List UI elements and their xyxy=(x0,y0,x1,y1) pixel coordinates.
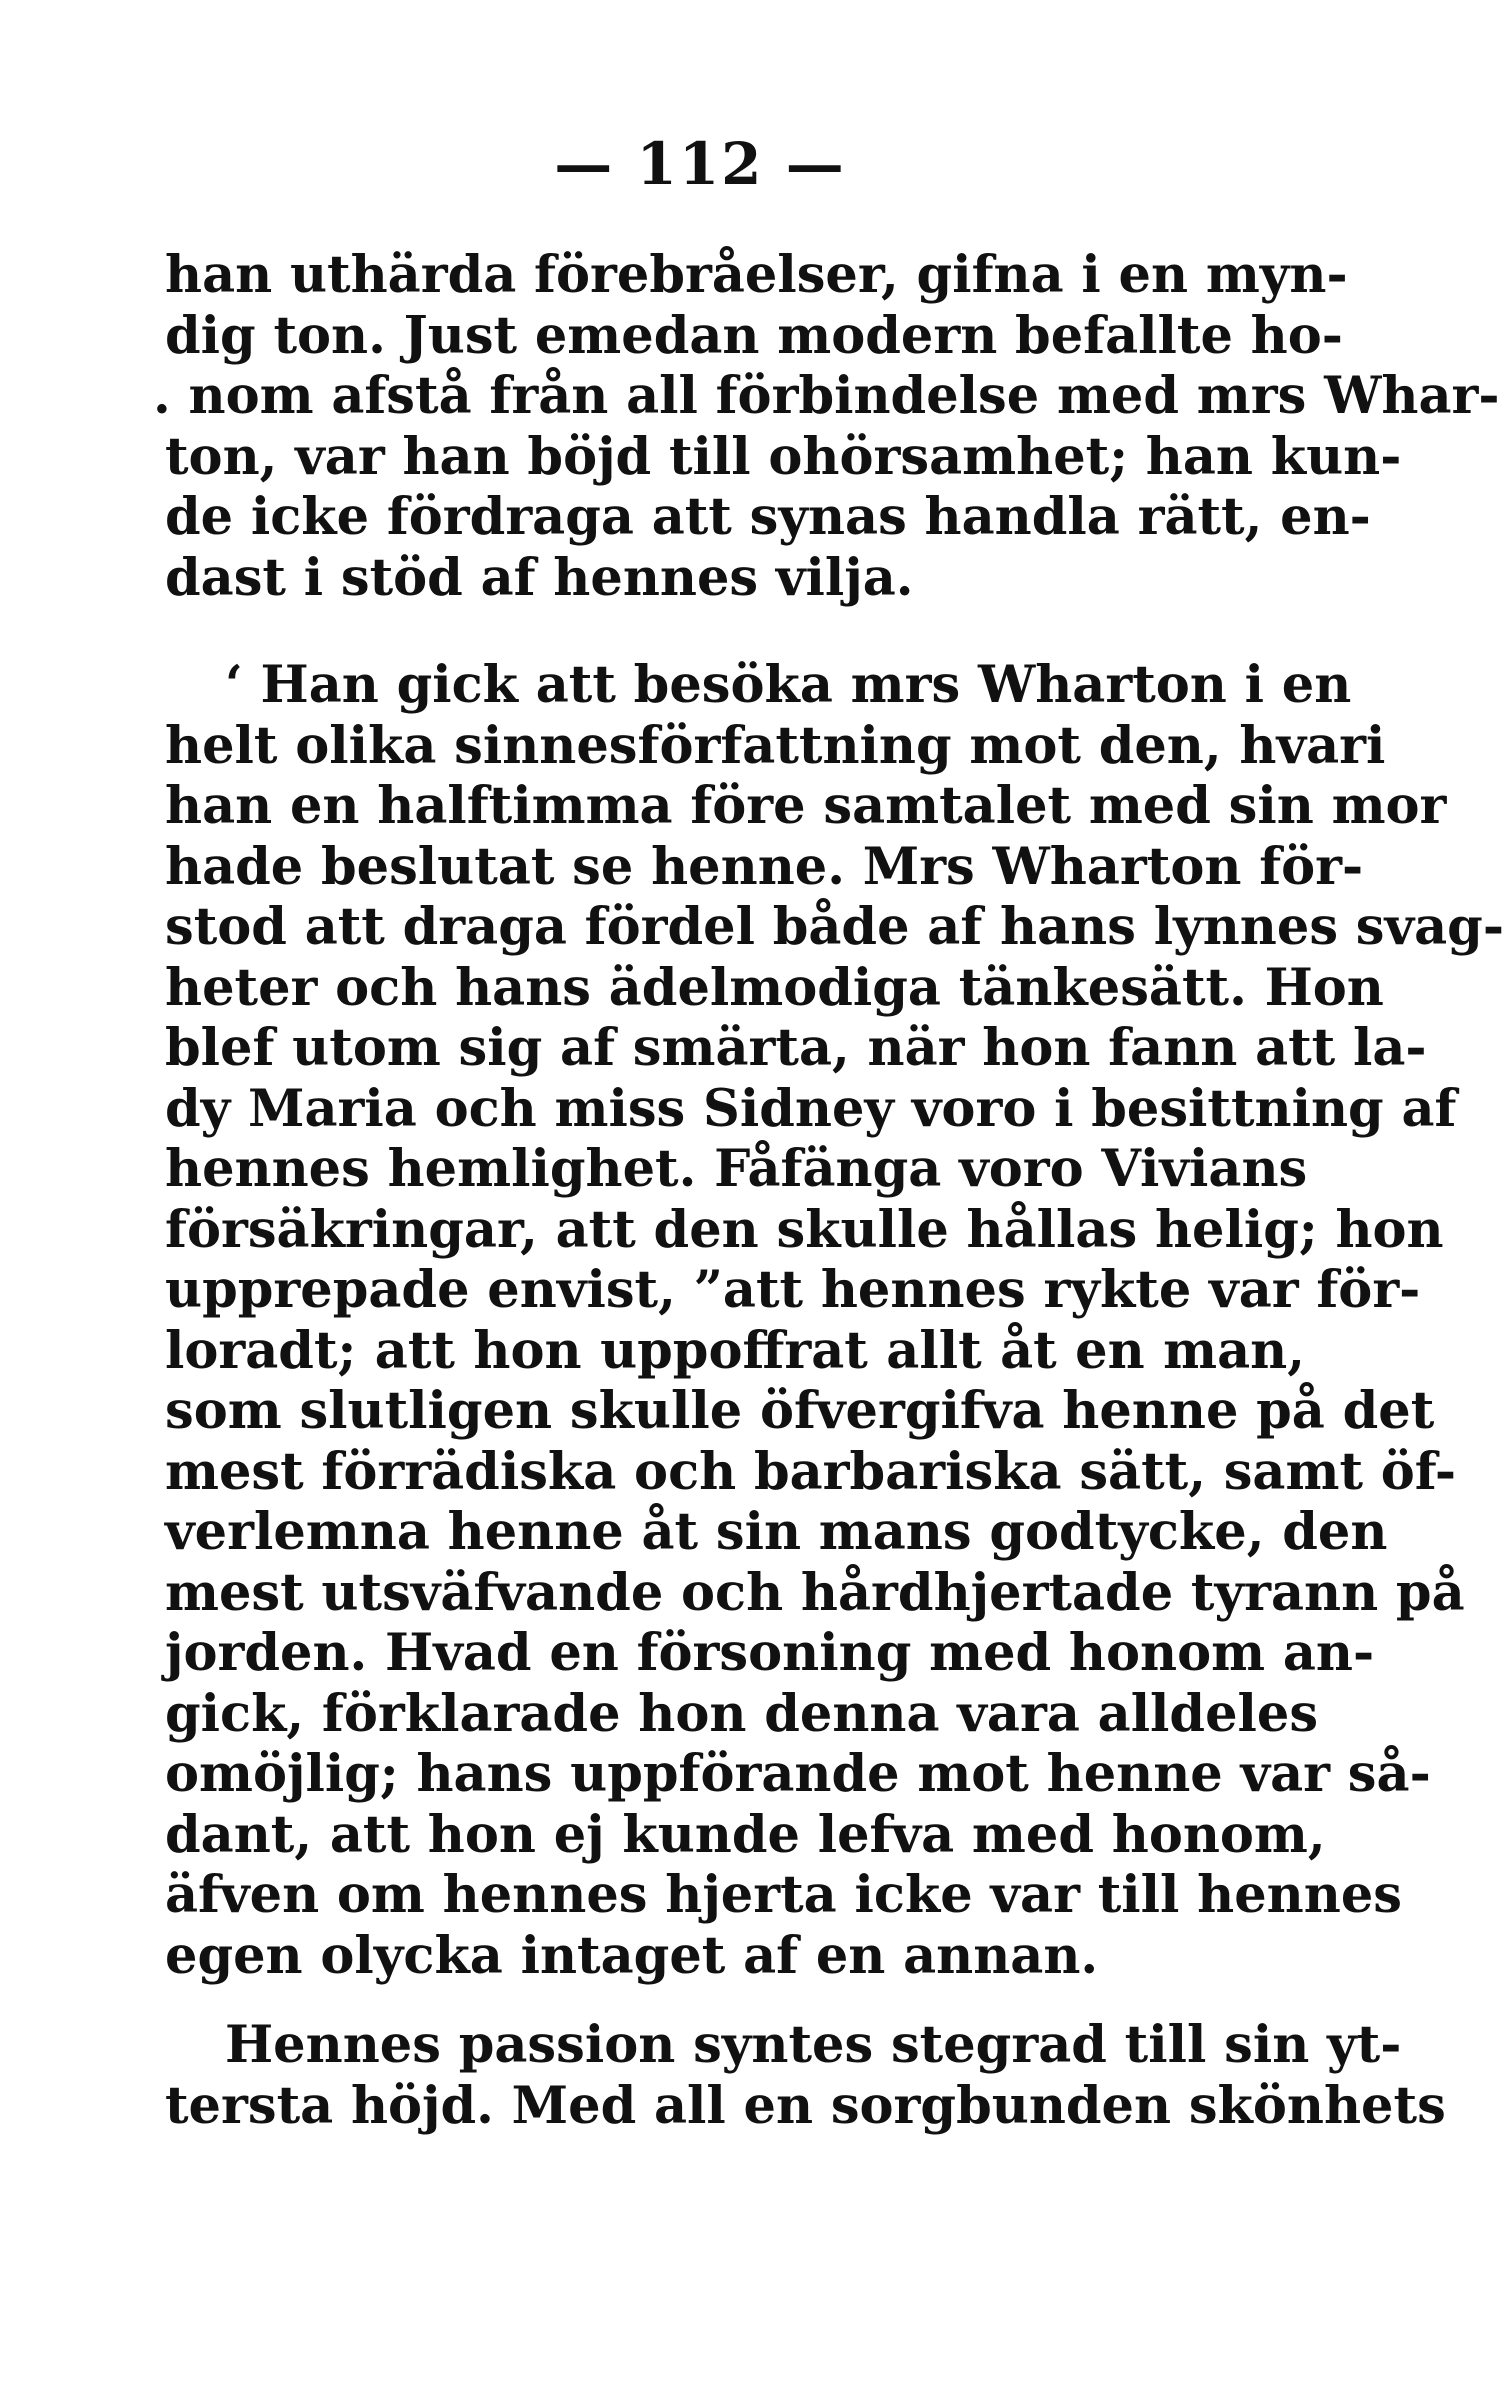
text-line: äfven om hennes hjerta icke var till hennes xyxy=(165,1865,1402,1925)
text-line: loradt; att hon uppoffrat allt åt en man, xyxy=(165,1320,1305,1381)
page-number: — 112 — xyxy=(554,130,846,198)
text-line: ‘ Han gick att besöka mrs Wharton i en xyxy=(225,655,1352,715)
text-line: han uthärda förebråelser, gifna i en myn- xyxy=(165,245,1348,305)
text-line: omöjlig; hans uppförande mot henne var så- xyxy=(165,1744,1431,1804)
text-line: dig ton. Just emedan modern befallte ho- xyxy=(165,305,1343,366)
paragraph-2 xyxy=(165,655,1504,1986)
text-line: som slutligen skulle öfvergifva henne på det xyxy=(165,1381,1435,1441)
text-line: stod att draga fördel både af hans lynnes svag- xyxy=(165,897,1504,957)
text-line: dy Maria och miss Sidney voro i besittning af xyxy=(165,1078,1457,1139)
text-line: egen olycka intaget af en annan. xyxy=(165,1925,1099,1986)
text-line: han en halftimma före samtalet med sin mor xyxy=(165,776,1447,836)
text-line: försäkringar, att den skulle hållas helig; hon xyxy=(165,1199,1444,1260)
text-line: mest förrädiska och barbariska sätt, samt öf- xyxy=(165,1441,1457,1502)
text-line: Hennes passion syntes stegrad till sin yt- xyxy=(225,2015,1402,2075)
text-line: jorden. Hvad en försoning med honom an- xyxy=(165,1623,1375,1683)
text-line: dast i stöd af hennes vilja. xyxy=(165,547,914,608)
paragraph-1 xyxy=(153,245,1500,608)
text-line: tersta höjd. Med all en sorgbunden skönhets xyxy=(165,2075,1446,2136)
text-line: ton, var han böjd till ohörsamhet; han kun- xyxy=(165,426,1402,487)
text-line: upprepade envist, ”att hennes rykte var för- xyxy=(165,1260,1421,1320)
text-line: heter och hans ädelmodiga tänkesätt. Hon xyxy=(165,957,1384,1018)
text-line: hennes hemlighet. Fåfänga voro Vivians xyxy=(165,1139,1308,1199)
text-line: dant, att hon ej kunde lefva med honom, xyxy=(165,1804,1326,1865)
paragraph-3 xyxy=(165,2015,1446,2136)
text-line: hade beslutat se henne. Mrs Wharton för- xyxy=(165,836,1364,897)
text-line: de icke fördraga att synas handla rätt, en- xyxy=(165,487,1371,547)
text-line: mest utsväfvande och hårdhjertade tyrann på xyxy=(165,1562,1465,1623)
text-line: gick, förklarade hon denna vara alldeles xyxy=(165,1683,1319,1744)
text-line: verlemna henne åt sin mans godtycke, den xyxy=(165,1502,1388,1562)
text-line: helt olika sinnesförfattning mot den, hvari xyxy=(165,715,1386,776)
text-line: blef utom sig af smärta, när hon fann att la- xyxy=(165,1018,1427,1078)
text-line: . nom afstå från all förbindelse med mrs Whar- xyxy=(153,366,1500,426)
